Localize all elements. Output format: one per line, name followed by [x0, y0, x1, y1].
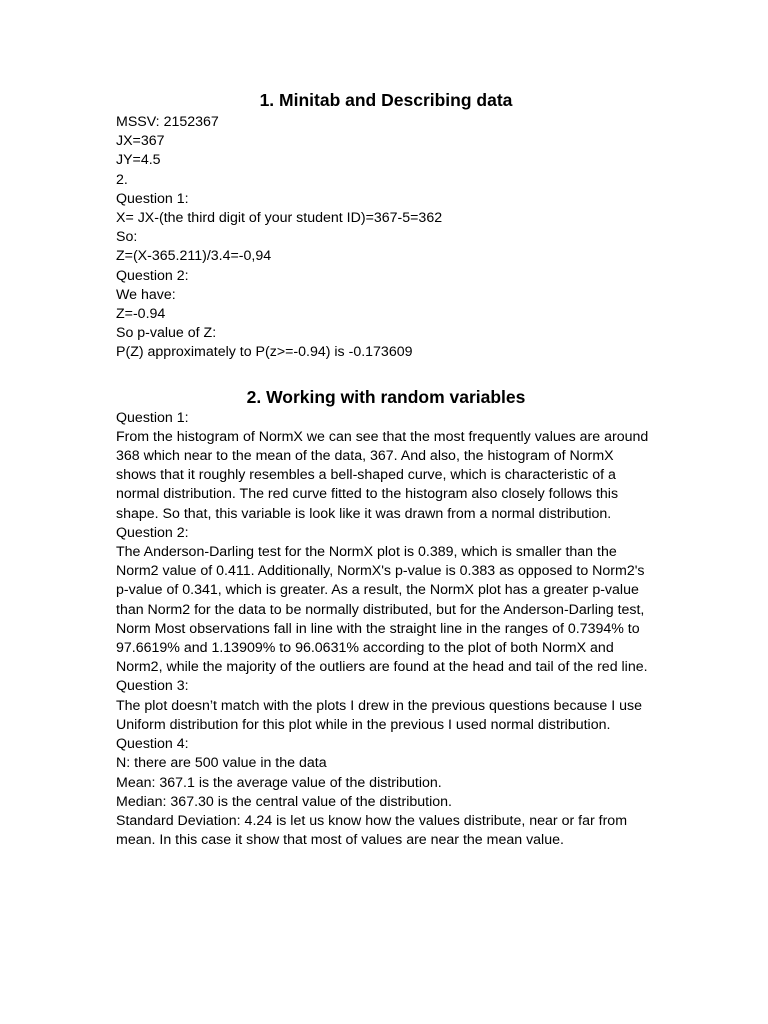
paragraph: The plot doesn’t match with the plots I drew in the previous questions because I use Uniform distribution for this plot while in the previous I used normal distribution.: [116, 697, 643, 733]
question-label: Question 1:: [116, 190, 189, 207]
text-line: P(Z) approximately to P(z>=-0.94) is -0.173609: [116, 344, 413, 361]
text-line: MSSV: 2152367: [116, 114, 219, 130]
text-line: Z=-0.94: [116, 306, 166, 323]
text-line: X= JX-(the third digit of your student ID)=367-5=362: [116, 210, 443, 227]
question-label: Question 4:: [116, 736, 189, 753]
text-line: JY=4.5: [116, 152, 161, 169]
paragraph: The Anderson-Darling test for the NormX plot is 0.389, which is smaller than the Norm2 value of 0.411. Additionally, NormX's p-value is 0.383 as opposed to Norm2's p-value of 0.341, which is greater. As a result, the NormX plot has a greater p-value than Norm2 for the data to be normally distributed, but for the Anderson-Darling test, Norm Most observations fall in line with the straight line in the ranges of 0.7394% to 97.6619% and 1.13909% to 96.0631% according to the plot of both NormX and Norm2, while the majority of the outliers are found at the head and tail of the red line.: [116, 544, 648, 676]
question-label: Question 1:: [116, 409, 189, 426]
question-label: Question 2:: [116, 267, 189, 284]
stat-line: Mean: 367.1 is the average value of the distribution.: [116, 774, 442, 791]
document-page: [116, 88, 656, 850]
section-minitab: [116, 88, 656, 363]
text-line: We have:: [116, 286, 176, 303]
paragraph: From the histogram of NormX we can see that the most frequently values are around 368 which near to the mean of the data, 367. And also, the histogram of NormX shows that it roughly resembles a bell-shaped curve, which is characteristic of a normal distribution. The red curve fitted to the histogram also closely follows this shape. So that, this variable is look like it was drawn from a normal distribution.: [116, 428, 649, 522]
section-random-variables: [116, 385, 656, 851]
stat-line: Standard Deviation: 4.24 is let us know how the values distribute, near or far from mean. In this case it show that most of values are near the mean value.: [116, 812, 628, 849]
question-label: Question 2:: [116, 524, 189, 541]
text-line: So:: [116, 229, 138, 246]
text-line: Z=(X-365.211)/3.4=-0,94: [116, 248, 272, 265]
text-line: 2.: [116, 171, 128, 188]
section-heading-minitab: 1. Minitab and Describing data: [259, 90, 513, 110]
question-label: Question 3:: [116, 678, 189, 695]
text-line: So p-value of Z:: [116, 325, 217, 342]
text-line: JX=367: [116, 133, 165, 150]
stat-line: Median: 367.30 is the central value of the distribution.: [116, 793, 452, 810]
section-heading-random-variables: 2. Working with random variables: [246, 386, 526, 407]
stat-line: N: there are 500 value in the data: [116, 755, 327, 772]
